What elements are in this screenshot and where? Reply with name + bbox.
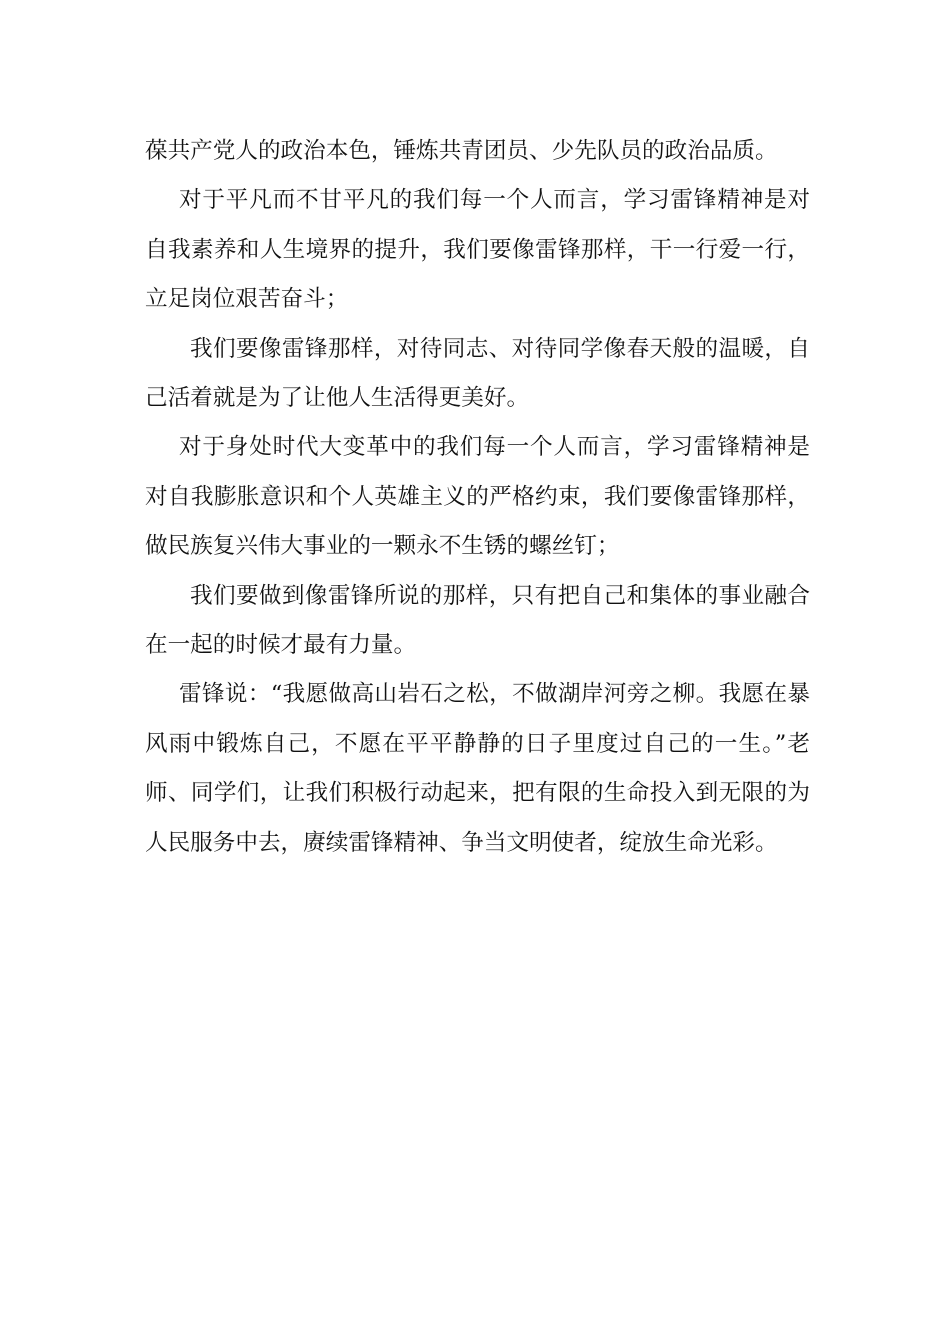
paragraph-2: 对于平凡而不甘平凡的我们每一个人而言，学习雷锋精神是对自我素养和人生境界的提升，我们要像雷锋那样，干一行爱一行，立足岗位艰苦奋斗； — [145, 187, 810, 313]
paragraph-3: 我们要像雷锋那样，对待同志、对待同学像春天般的温暖，自己活着就是为了让他人生活得更美好。 — [145, 335, 810, 412]
paragraph-4: 对于身处时代大变革中的我们每一个人而言，学习雷锋精神是对自我膨胀意识和个人英雄主义的严格约束，我们要像雷锋那样，做民族复兴伟大事业的一颗永不生锈的螺丝钉； — [145, 434, 810, 560]
paragraph-5: 我们要做到像雷锋所说的那样，只有把自己和集体的事业融合在一起的时候才最有力量。 — [145, 582, 810, 659]
paragraph-6: 雷锋说：“我愿做高山岩石之松，不做湖岸河旁之柳。我愿在暴风雨中锻炼自己，不愿在平平静静的日子里度过自己的一生。”老师、同学们，让我们积极行动起来，把有限的生命投入到无限的为人民服务中去，赓续雷锋精神、争当文明使者，绽放生命光彩。 — [145, 681, 810, 856]
paragraph-1: 葆共产党人的政治本色，锤炼共青团员、少先队员的政治品质。 — [145, 138, 778, 164]
document-body — [145, 127, 810, 868]
